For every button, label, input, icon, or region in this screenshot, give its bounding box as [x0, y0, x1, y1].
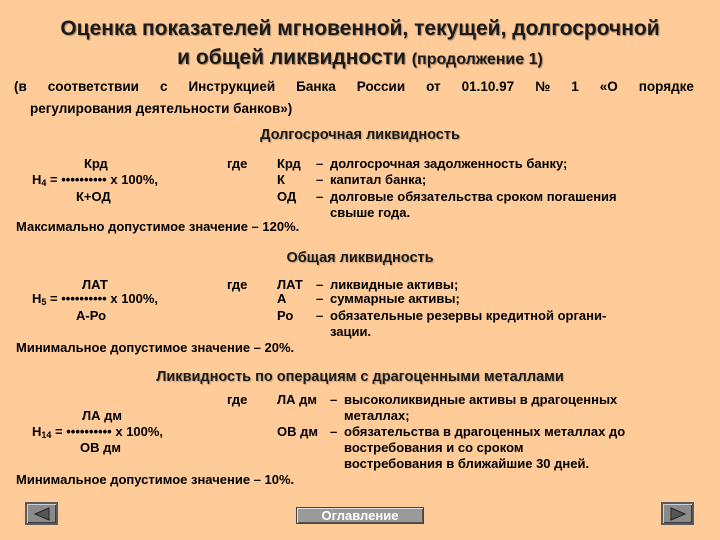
section-heading-long-term: Долгосрочная ликвидность	[260, 127, 460, 143]
limit-text: Минимальное допустимое значение – 20%.	[16, 340, 295, 355]
def-dash: –	[316, 291, 324, 306]
intro-line2: регулирования деятельности банков»)	[30, 101, 293, 116]
def-dash: –	[330, 424, 338, 439]
def-text: обязательства в драгоценных металлах до	[344, 424, 626, 439]
formula-numerator: ЛА дм	[82, 408, 122, 423]
where-label: где	[227, 277, 248, 292]
formula-denominator: А-Ро	[76, 308, 107, 323]
triangle-right-icon	[669, 507, 687, 521]
def-symbol: ОВ дм	[277, 424, 318, 439]
def-text: обязательные резервы кредитной органи-	[330, 308, 607, 323]
page-title-line2: и общей ликвидности (продолжение 1)	[177, 46, 543, 69]
table-of-contents-button[interactable]: Оглавление	[296, 507, 424, 524]
intro-line1: (в соответствии с Инструкцией Банка России от 01.10.97 № 1 «О порядке	[14, 79, 694, 94]
def-text: долгосрочная задолженность банку;	[330, 156, 568, 171]
where-label: где	[227, 392, 248, 407]
def-symbol: К	[277, 172, 285, 187]
def-dash: –	[316, 277, 324, 292]
triangle-left-icon	[33, 507, 51, 521]
formula-denominator: К+ОД	[76, 189, 111, 204]
limit-text: Минимальное допустимое значение – 10%.	[16, 472, 295, 487]
def-text-cont: свыше года.	[330, 205, 411, 220]
next-slide-button[interactable]	[661, 502, 694, 525]
formula-h4: $Н_4$ = •••••••••• x 100%,	[32, 172, 159, 188]
def-text: долговые обязательства сроком погашения	[330, 189, 617, 204]
page-title: Оценка показателей мгновенной, текущей, долгосрочной	[60, 17, 660, 40]
formula-numerator: ЛАТ	[82, 277, 108, 292]
def-symbol: Ро	[277, 308, 294, 323]
formula-h5: $Н_5$ = •••••••••• x 100%,	[32, 291, 159, 307]
formula-denominator: ОВ дм	[80, 440, 121, 455]
def-dash: –	[316, 172, 324, 187]
def-symbol: ЛА дм	[277, 392, 317, 407]
def-text: высоколиквидные активы в драгоценных	[344, 392, 618, 407]
def-symbol: А	[277, 291, 287, 306]
def-text: ликвидные активы;	[330, 277, 459, 292]
section-heading-precious-metals: Ликвидность по операциям с драгоценными металлами	[156, 369, 564, 385]
def-dash: –	[330, 392, 338, 407]
def-dash: –	[316, 189, 324, 204]
def-dash: –	[316, 308, 324, 323]
def-text: суммарные активы;	[330, 291, 460, 306]
def-text: капитал банка;	[330, 172, 427, 187]
formula-h14: $Н_{14}$ = •••••••••• x 100%,	[32, 424, 164, 440]
def-text-cont: металлах;	[344, 408, 410, 423]
def-text-cont: востребования и со сроком	[344, 440, 524, 455]
def-text-cont: зации.	[330, 324, 372, 339]
prev-slide-button[interactable]	[25, 502, 58, 525]
def-symbol: ОД	[277, 189, 297, 204]
def-symbol: ЛАТ	[277, 277, 303, 292]
def-dash: –	[316, 156, 324, 171]
limit-text: Максимально допустимое значение – 120%.	[16, 219, 300, 234]
def-text-cont: востребования в ближайшие 30 дней.	[344, 456, 590, 471]
formula-numerator: Крд	[84, 156, 108, 171]
def-symbol: Крд	[277, 156, 301, 171]
section-heading-total: Общая ликвидность	[286, 250, 434, 266]
where-label: где	[227, 156, 248, 171]
